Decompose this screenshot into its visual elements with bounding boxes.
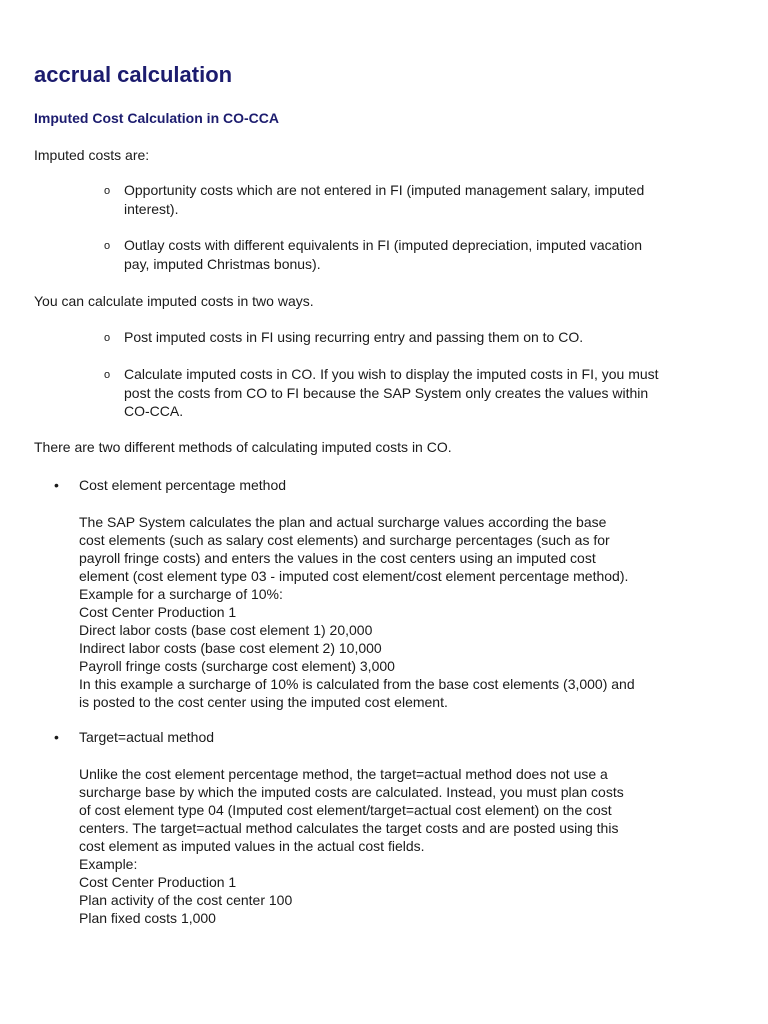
text-line: element (cost element type 03 - imputed cost element/cost element percentage method). (79, 568, 629, 584)
ways-paragraph: You can calculate imputed costs in two ways. (34, 293, 314, 309)
circle-bullet-icon: o (104, 332, 111, 344)
intro-paragraph: Imputed costs are: (34, 147, 150, 163)
circle-bullet-icon: o (104, 369, 111, 381)
method-label: Target=actual method (79, 729, 215, 745)
circle-bullet-icon: o (104, 240, 111, 252)
circle-bullet-icon: o (104, 185, 111, 197)
text-line: payroll fringe costs) and enters the values in the cost centers using an imputed cost (79, 550, 596, 566)
list-item-text: Post imputed costs in FI using recurring entry and passing them on to CO. (124, 329, 584, 345)
text-line: cost elements (such as salary cost elements) and surcharge percentages (such as for (79, 532, 610, 548)
disc-bullet-icon: • (54, 729, 59, 745)
text-line: Example for a surcharge of 10%: (79, 586, 283, 602)
text-line: Payroll fringe costs (surcharge cost element) 3,000 (79, 658, 395, 674)
text-line: Indirect labor costs (base cost element 2) 10,000 (79, 640, 382, 656)
list-item (104, 236, 664, 273)
list-item-text: Outlay costs with different equivalents in FI (imputed depreciation, imputed vacation pay, imputed Christmas bonus). (124, 237, 643, 272)
text-line: of cost element type 04 (Imputed cost element/target=actual cost element) on the cost (79, 802, 612, 818)
method-label: Cost element percentage method (79, 477, 287, 493)
text-line: surcharge base by which the imputed costs are calculated. Instead, you must plan costs (79, 784, 624, 800)
page-title: accrual calculation (34, 62, 233, 87)
method-item-cost-element-percentage (54, 476, 714, 494)
method-description (79, 765, 699, 927)
list-item (104, 365, 664, 421)
text-line: Unlike the cost element percentage method, the target=actual method does not use a (79, 766, 608, 782)
text-line: Direct labor costs (base cost element 1) 20,000 (79, 622, 373, 638)
list-item-text: Opportunity costs which are not entered in FI (imputed management salary, imputed interest). (124, 182, 645, 217)
text-line: Cost Center Production 1 (79, 874, 237, 890)
methods-paragraph: There are two different methods of calculating imputed costs in CO. (34, 439, 452, 455)
text-line: centers. The target=actual method calculates the target costs and are posted using this (79, 820, 619, 836)
text-line: The SAP System calculates the plan and actual surcharge values according the base (79, 514, 607, 530)
text-line: Plan activity of the cost center 100 (79, 892, 293, 908)
list-item-text: Calculate imputed costs in CO. If you wish to display the imputed costs in FI, you must post the costs from CO to FI because the SAP System only creates the values within CO-CCA. (124, 366, 659, 419)
method-description (79, 513, 699, 711)
text-line: In this example a surcharge of 10% is calculated from the base cost elements (3,000) and (79, 676, 635, 692)
list-item (104, 328, 664, 347)
section-heading: Imputed Cost Calculation in CO-CCA (34, 110, 279, 126)
text-line: Cost Center Production 1 (79, 604, 237, 620)
text-line: Example: (79, 856, 138, 872)
text-line: cost element as imputed values in the actual cost fields. (79, 838, 425, 854)
list-item (104, 181, 664, 218)
text-line: is posted to the cost center using the imputed cost element. (79, 694, 448, 710)
disc-bullet-icon: • (54, 477, 59, 493)
method-item-target-actual (54, 728, 714, 746)
text-line: Plan fixed costs 1,000 (79, 910, 216, 926)
